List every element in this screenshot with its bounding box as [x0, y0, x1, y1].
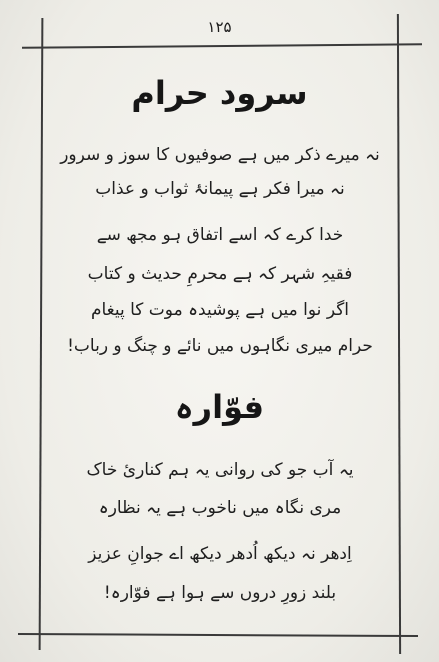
poem-line: اِدھر نہ دیکھ اُدھر دیکھ اے جوانِ عزیز [88, 544, 352, 564]
poem-line: اگر نوا میں ہے پوشیدہ موت کا پیغام [90, 300, 350, 320]
poem-line: مری نگاہ میں ناخوب ہے یہ نظارہ [98, 498, 342, 518]
top-border-rule [22, 43, 422, 48]
bottom-border-rule [18, 633, 418, 637]
page-number: ۱۲۵ [207, 18, 232, 36]
poem-title: سرود حرام [131, 74, 308, 112]
poem-title: فوّارہ [174, 388, 265, 426]
poem-line: فقیہِ شہر کہ ہے محرمِ حدیث و کتاب [87, 264, 353, 284]
poem-line: نہ میرے ذکر میں ہے صوفیوں کا سوز و سرور [60, 145, 380, 165]
poem-line: خدا کرے کہ اسے اتفاق ہو مجھ سے [96, 225, 344, 245]
poem-line: بلند زورِ دروں سے ہوا ہے فوّارہ! [103, 583, 337, 603]
poem-line: حرام میری نگاہوں میں نائے و چنگ و رباب! [67, 336, 373, 356]
poem-line: یہ آب جو کی روانی یہ ہم کناریٔ خاک [86, 460, 354, 480]
poem-line: نہ میرا فکر ہے پیمانۂ ثواب و عذاب [95, 179, 345, 199]
